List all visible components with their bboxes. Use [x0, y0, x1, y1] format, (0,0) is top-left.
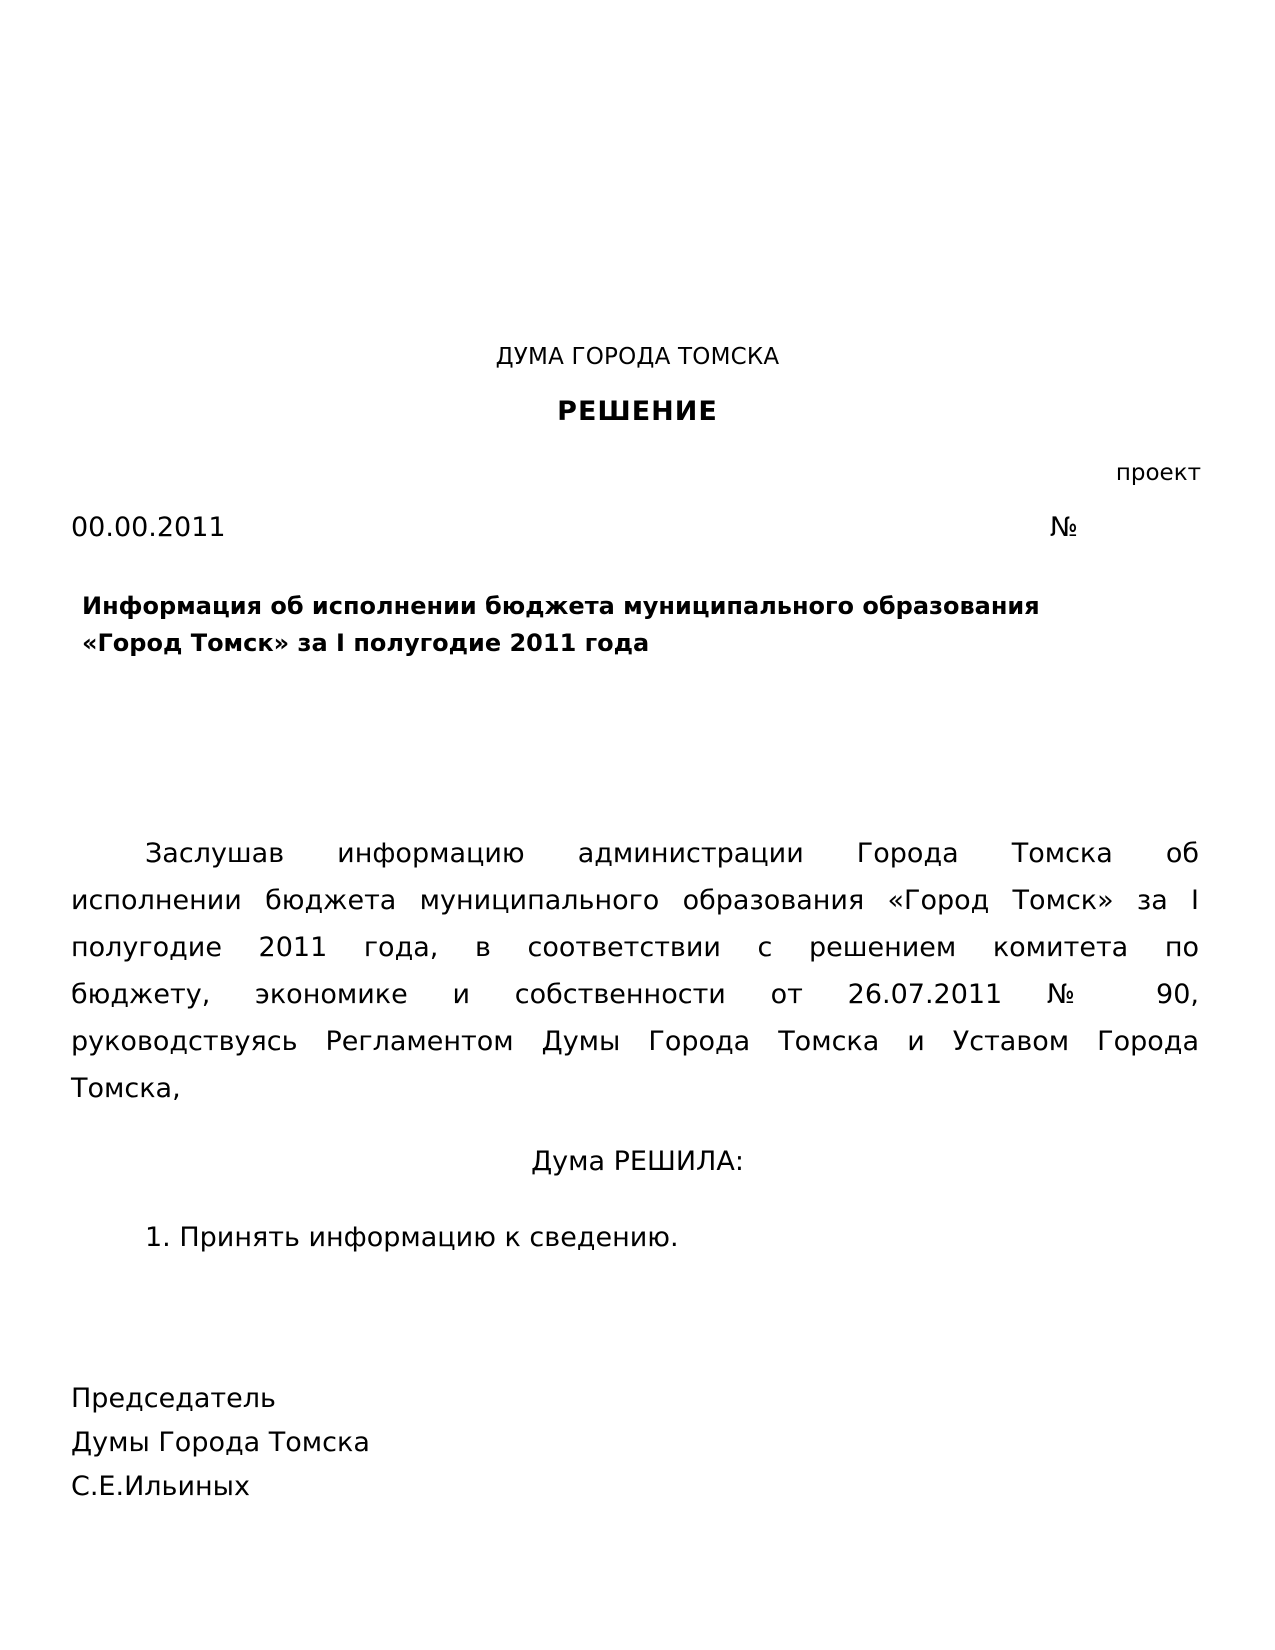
- document-subject: [82, 588, 1102, 662]
- resolution-item: 1. Принять информацию к сведению.: [145, 1222, 679, 1253]
- preamble-line: исполнении бюджета муниципального образования «Город Томск» за I: [71, 885, 1199, 916]
- signature-block: [71, 1377, 370, 1509]
- signatory-organization: Думы Города Томска: [71, 1427, 370, 1458]
- preamble-line: Томска,: [71, 1073, 181, 1104]
- preamble-line: бюджету, экономике и собственности от 26.07.2011 № 90,: [71, 979, 1199, 1010]
- subject-line: «Город Томск» за I полугодие 2011 года: [82, 629, 650, 657]
- subject-line: Информация об исполнении бюджета муниципального образования: [82, 592, 1040, 620]
- decision-heading: Дума РЕШИЛА:: [531, 1146, 744, 1177]
- organization-name: ДУМА ГОРОДА ТОМСКА: [495, 344, 780, 370]
- signatory-name: С.Е.Ильиных: [71, 1471, 250, 1502]
- preamble-line: Заслушав информацию администрации Города Томска об: [145, 838, 1199, 869]
- document-number-sign: №: [1050, 512, 1079, 543]
- preamble-line: руководствуясь Регламентом Думы Города Томска и Уставом Города: [71, 1026, 1199, 1057]
- signatory-title: Председатель: [71, 1383, 276, 1414]
- draft-mark: проект: [1115, 460, 1201, 486]
- preamble-paragraph: [71, 830, 1199, 1112]
- document-date: 00.00.2011: [71, 512, 226, 543]
- document-type-title: РЕШЕНИЕ: [557, 396, 718, 427]
- preamble-line: полугодие 2011 года, в соответствии с решением комитета по: [71, 932, 1199, 963]
